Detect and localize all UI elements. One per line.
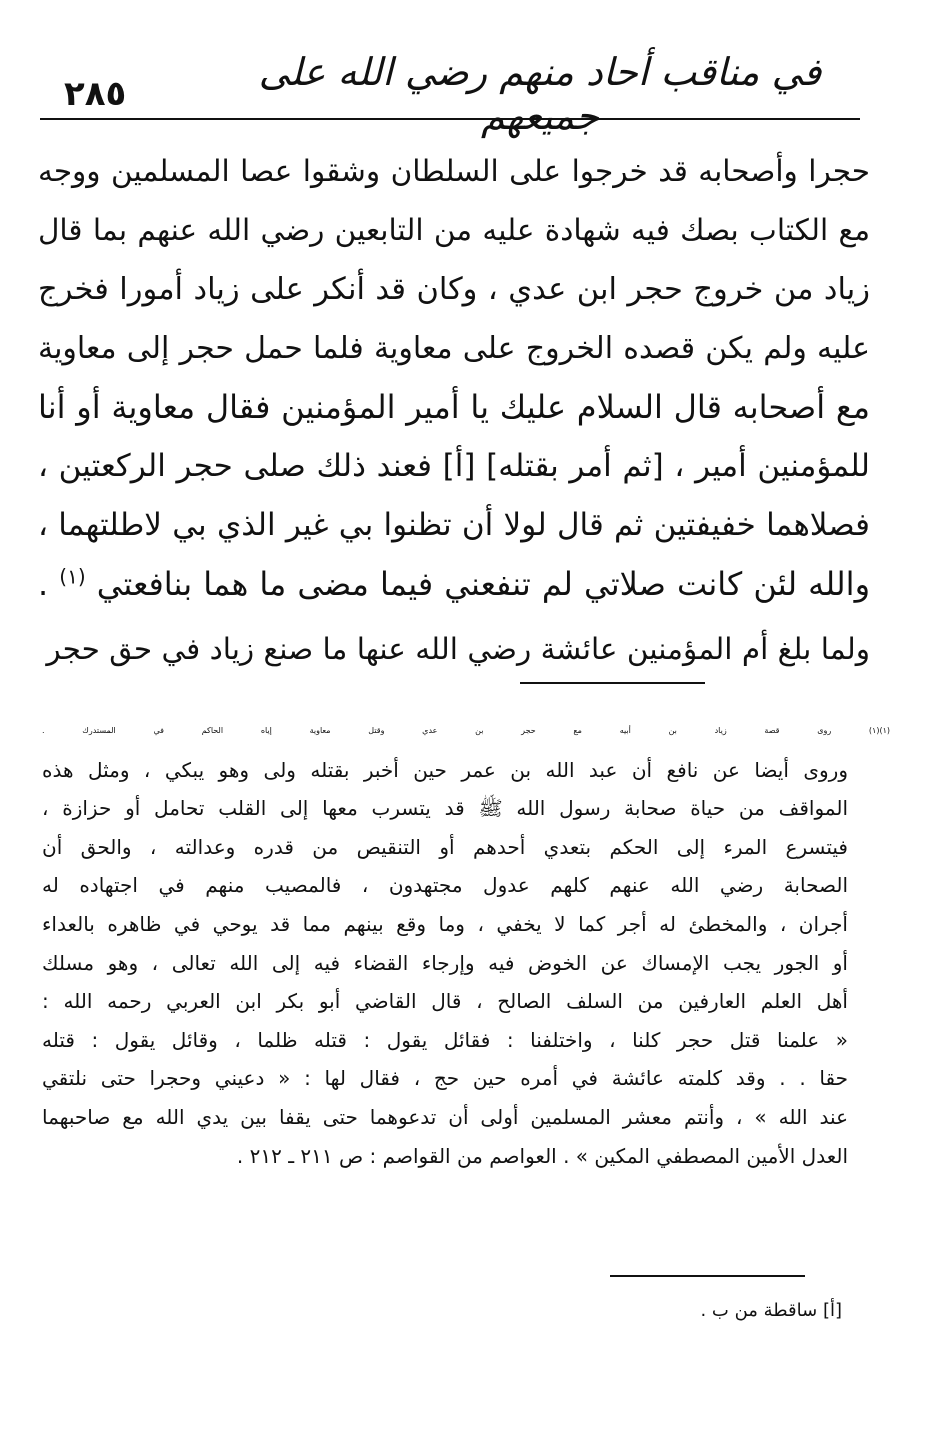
- text-line: مع أصحابه قال السلام عليك يا أمير المؤمنين فقال معاوية أو أنا: [38, 388, 870, 426]
- footnote-line: فيتسرع المرء إلى الحكم بتعدي أحدهم أو التنقيص من قدره وعدالته ، والحق أن: [42, 834, 848, 859]
- footnote-line: « علمنا قتل حجر كلنا ، واختلفنا : فقائل يقول : قتله ظلما ، وقائل يقول : قتله: [42, 1027, 848, 1052]
- footnote-line: (١)(١) روى قصة زياد بن أبيه مع حجر بن عدي وقتل معاوية إياه الحاكم في المستدرك .: [42, 726, 890, 735]
- footnotes: [42, 712, 890, 1175]
- text-line: مع الكتاب بصك فيه شهادة عليه من التابعين رضي الله عنهم بما قال: [38, 213, 870, 247]
- line-end-period: .: [38, 565, 49, 603]
- running-title: في مناقب أحاد منهم رضي الله على جميعهم: [258, 50, 822, 138]
- footnote-line: الصحابة رضي الله عنهم كلهم عدول مجتهدون ، فالمصيب منهم في اجتهاده له: [42, 873, 848, 898]
- text-line-with-footnote-ref: [38, 555, 870, 614]
- footnote-line: المواقف من حياة صحابة رسول الله ﷺ قد يتسرب معها إلى القلب تحامل أو حزازة ،: [42, 796, 848, 821]
- page-header: [40, 48, 860, 138]
- manuscript-variant-note: [أ] ساقطة من ب .: [700, 1300, 842, 1321]
- footnote-line: حقا . . وقد كلمته عائشة في أمره حين حج ، فقال لها : « دعيني وحجرا حتى نلتقي: [42, 1066, 848, 1091]
- text-segment: والله لئن كانت صلاتي لم تنفعني فيما مضى ما هما بنافعتي: [96, 565, 871, 603]
- footnote-line: العدل الأمين المصطفي المكين » . العواصم من القواصم : ص ٢١١ ـ ٢١٢ .: [236, 1143, 848, 1168]
- text-line: حجرا وأصحابه قد خرجوا على السلطان وشقوا عصا المسلمين ووجه: [38, 154, 870, 188]
- text-line: ولما بلغ أم المؤمنين عائشة رضي الله عنها ما صنع زياد في حق حجر: [46, 632, 870, 666]
- footnote-line: أو الجور يجب الإمساك عن الخوض فيه وإرجاء القضاء فيه إلى الله تعالى ، وهو مسلك: [42, 950, 848, 975]
- text-line: للمؤمنين أمير ، [ثم أمر بقتله] [أ] فعند ذلك صلى حجر الركعتين ،: [38, 448, 870, 484]
- footnote-line: وروى أيضا عن نافع أن عبد الله بن عمر حين أخبر بقتله ولى وهو يبكي ، ومثل هذه: [42, 757, 848, 782]
- footnote-reference: (١): [59, 564, 86, 589]
- text-line: زياد من خروج حجر ابن عدي ، وكان قد أنكر على زياد أمورا فخرج: [38, 272, 870, 307]
- variant-note-separator: [610, 1275, 805, 1277]
- text-line: عليه ولم يكن قصده الخروج على معاوية فلما حمل حجر إلى معاوية: [38, 331, 870, 366]
- page-number: ٢٨٥: [64, 74, 127, 114]
- footnote-separator: [520, 682, 705, 684]
- footnote-line: عند الله » ، وأنتم معشر المسلمين أولى أن تدعوهما حتى يقفا بين يدي الله مع صاحبهما: [42, 1104, 848, 1129]
- footnote-line: أجران ، والمخطئ له أجر كما لا يخفي ، وما وقع بينهم مما قد يوحي في ظاهره بالعداء: [42, 911, 848, 936]
- text-line: فصلاهما خفيفتين ثم قال لولا أن تظنوا بي غير الذي بي لاطلتهما ،: [38, 507, 870, 543]
- main-text: [38, 142, 870, 679]
- footnote-line: أهل العلم العارفين من السلف الصالح ، قال القاضي أبو بكر ابن العربي رحمه الله :: [42, 989, 848, 1014]
